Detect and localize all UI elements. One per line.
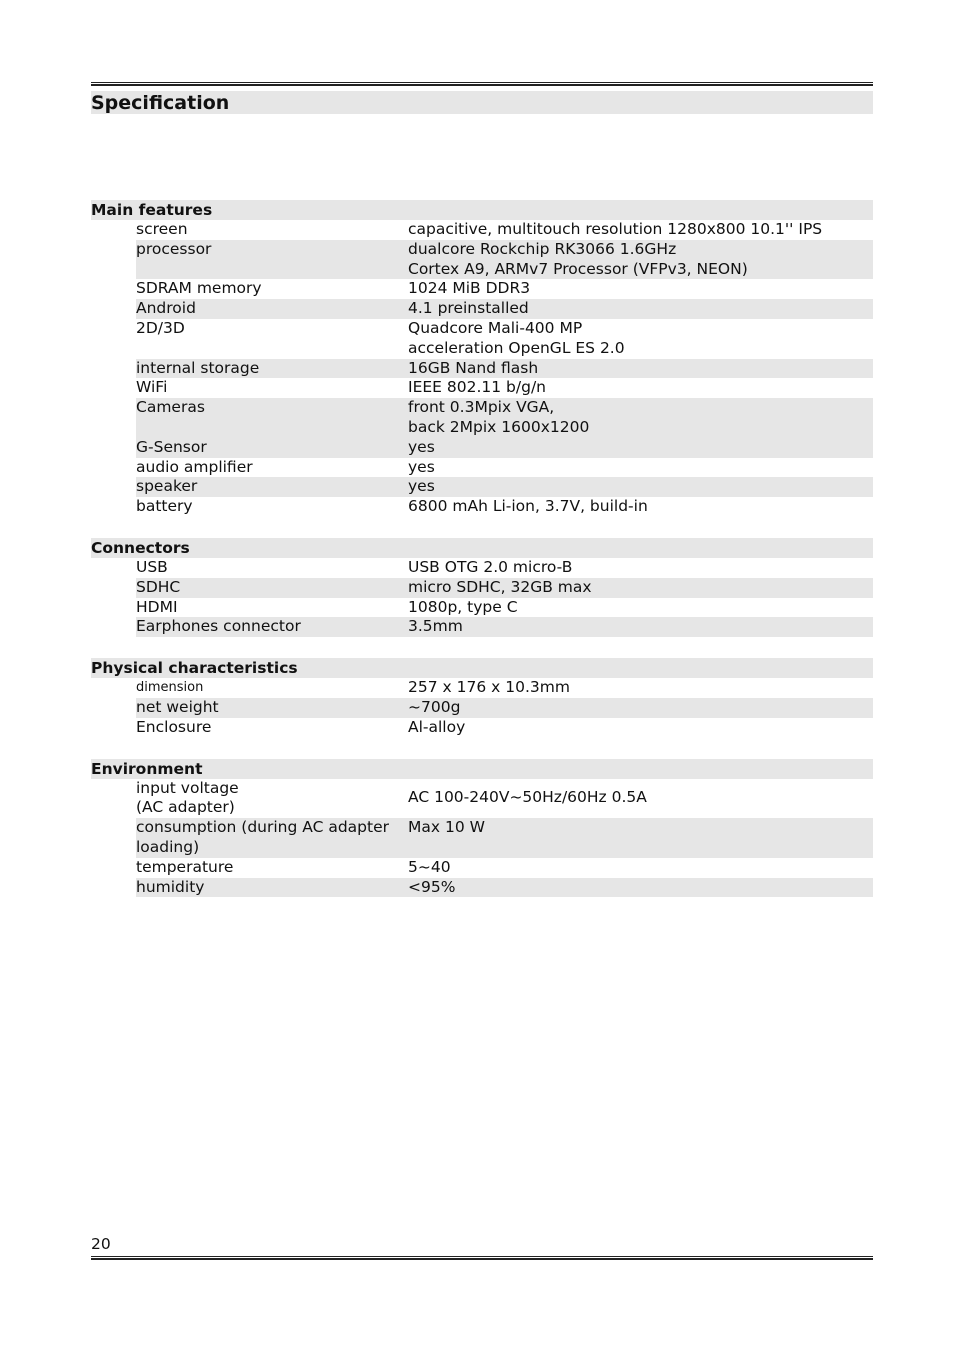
table-row [136, 858, 873, 878]
table-row [136, 779, 873, 819]
spec-label: humidity [136, 877, 205, 896]
table-row [136, 279, 873, 299]
section-connectors [91, 538, 873, 637]
spec-label: G-Sensor [136, 437, 207, 456]
spec-label: HDMI [136, 597, 178, 616]
spec-label: net weight [136, 697, 219, 716]
spec-label: 2D/3D [136, 318, 185, 337]
spec-label: Cameras [136, 398, 205, 417]
table-row [136, 220, 873, 240]
table-row [136, 617, 873, 637]
spec-label: WiFi [136, 378, 168, 397]
table-row [136, 458, 873, 478]
spec-value: 1024 MiB DDR3 [408, 279, 531, 298]
table-row [136, 398, 873, 438]
spec-value: dualcore Rockchip RK3066 1.6GHz Cortex A9, ARMv7 Processor (VFPv3, NEON) [408, 239, 748, 278]
table-row [136, 598, 873, 618]
section-heading: Connectors [91, 538, 873, 558]
table-row [136, 319, 873, 359]
spec-value: 6800 mAh Li-ion, 3.7V, build-in [408, 497, 648, 516]
spec-label: temperature [136, 857, 234, 876]
spec-label: processor [136, 239, 212, 258]
spec-label: screen [136, 220, 188, 238]
table-row [136, 240, 873, 280]
spec-label: SDHC [136, 577, 181, 596]
bottom-rule-thick [91, 1258, 873, 1260]
table-row [136, 477, 873, 497]
table-row [136, 578, 873, 598]
spec-label: Earphones connector [136, 617, 301, 636]
section-physical-characteristics [91, 658, 873, 737]
spec-value: Quadcore Mali-400 MP acceleration OpenGL ES 2.0 [408, 318, 625, 357]
table-row [136, 878, 873, 898]
table-row [136, 818, 873, 858]
spec-value: IEEE 802.11 b/g/n [408, 378, 546, 397]
spec-label: Android [136, 299, 196, 318]
table-row [136, 438, 873, 458]
spec-value: yes [408, 457, 435, 476]
table-row [136, 558, 873, 578]
page-number: 20 [91, 1235, 111, 1253]
spec-label: internal storage [136, 358, 260, 377]
section-heading: Main features [91, 200, 873, 220]
section-main-features [91, 200, 873, 517]
spec-value: micro SDHC, 32GB max [408, 577, 592, 596]
spec-value: 16GB Nand flash [408, 358, 539, 377]
spec-value: ~700g [408, 697, 461, 716]
top-rule-thin [91, 82, 873, 83]
specification-table [91, 200, 873, 918]
spec-value: yes [408, 437, 435, 456]
title-bar [91, 91, 873, 114]
table-row [136, 359, 873, 379]
spec-label: USB [136, 557, 168, 576]
spec-label: input voltage (AC adapter) [136, 778, 239, 817]
spec-value: AC 100-240V~50Hz/60Hz 0.5A [408, 788, 647, 807]
spec-label: consumption (during AC adapter loading) [136, 818, 390, 856]
top-rule-thick [91, 84, 873, 86]
spec-value: 3.5mm [408, 617, 463, 636]
spec-value: 1080p, type C [408, 597, 518, 616]
table-row [136, 378, 873, 398]
spec-value: Max 10 W [408, 818, 485, 837]
table-row [136, 497, 873, 517]
spec-value: <95% [408, 877, 456, 896]
spec-value: 5~40 [408, 857, 451, 876]
spec-label: audio amplifier [136, 457, 253, 476]
bottom-rule-thin [91, 1256, 873, 1257]
spec-value: yes [408, 477, 435, 496]
spec-label: SDRAM memory [136, 279, 262, 298]
spec-value: Al-alloy [408, 717, 466, 736]
spec-label: battery [136, 497, 193, 516]
spec-label: Enclosure [136, 717, 212, 736]
table-row [136, 718, 873, 738]
section-heading: Environment [91, 759, 873, 779]
spec-value: 257 x 176 x 10.3mm [408, 678, 570, 697]
section-environment [91, 759, 873, 898]
spec-label: speaker [136, 477, 198, 496]
spec-value: capacitive, multitouch resolution 1280x800 10.1'' IPS [408, 220, 823, 238]
spec-value: front 0.3Mpix VGA, back 2Mpix 1600x1200 [408, 398, 590, 436]
spec-value: USB OTG 2.0 micro-B [408, 557, 573, 576]
table-row [136, 299, 873, 319]
table-row [136, 678, 873, 698]
spec-value: 4.1 preinstalled [408, 299, 529, 318]
page-title: Specification [91, 92, 230, 114]
spec-label: dimension [136, 680, 204, 696]
section-heading: Physical characteristics [91, 658, 873, 678]
table-row [136, 698, 873, 718]
